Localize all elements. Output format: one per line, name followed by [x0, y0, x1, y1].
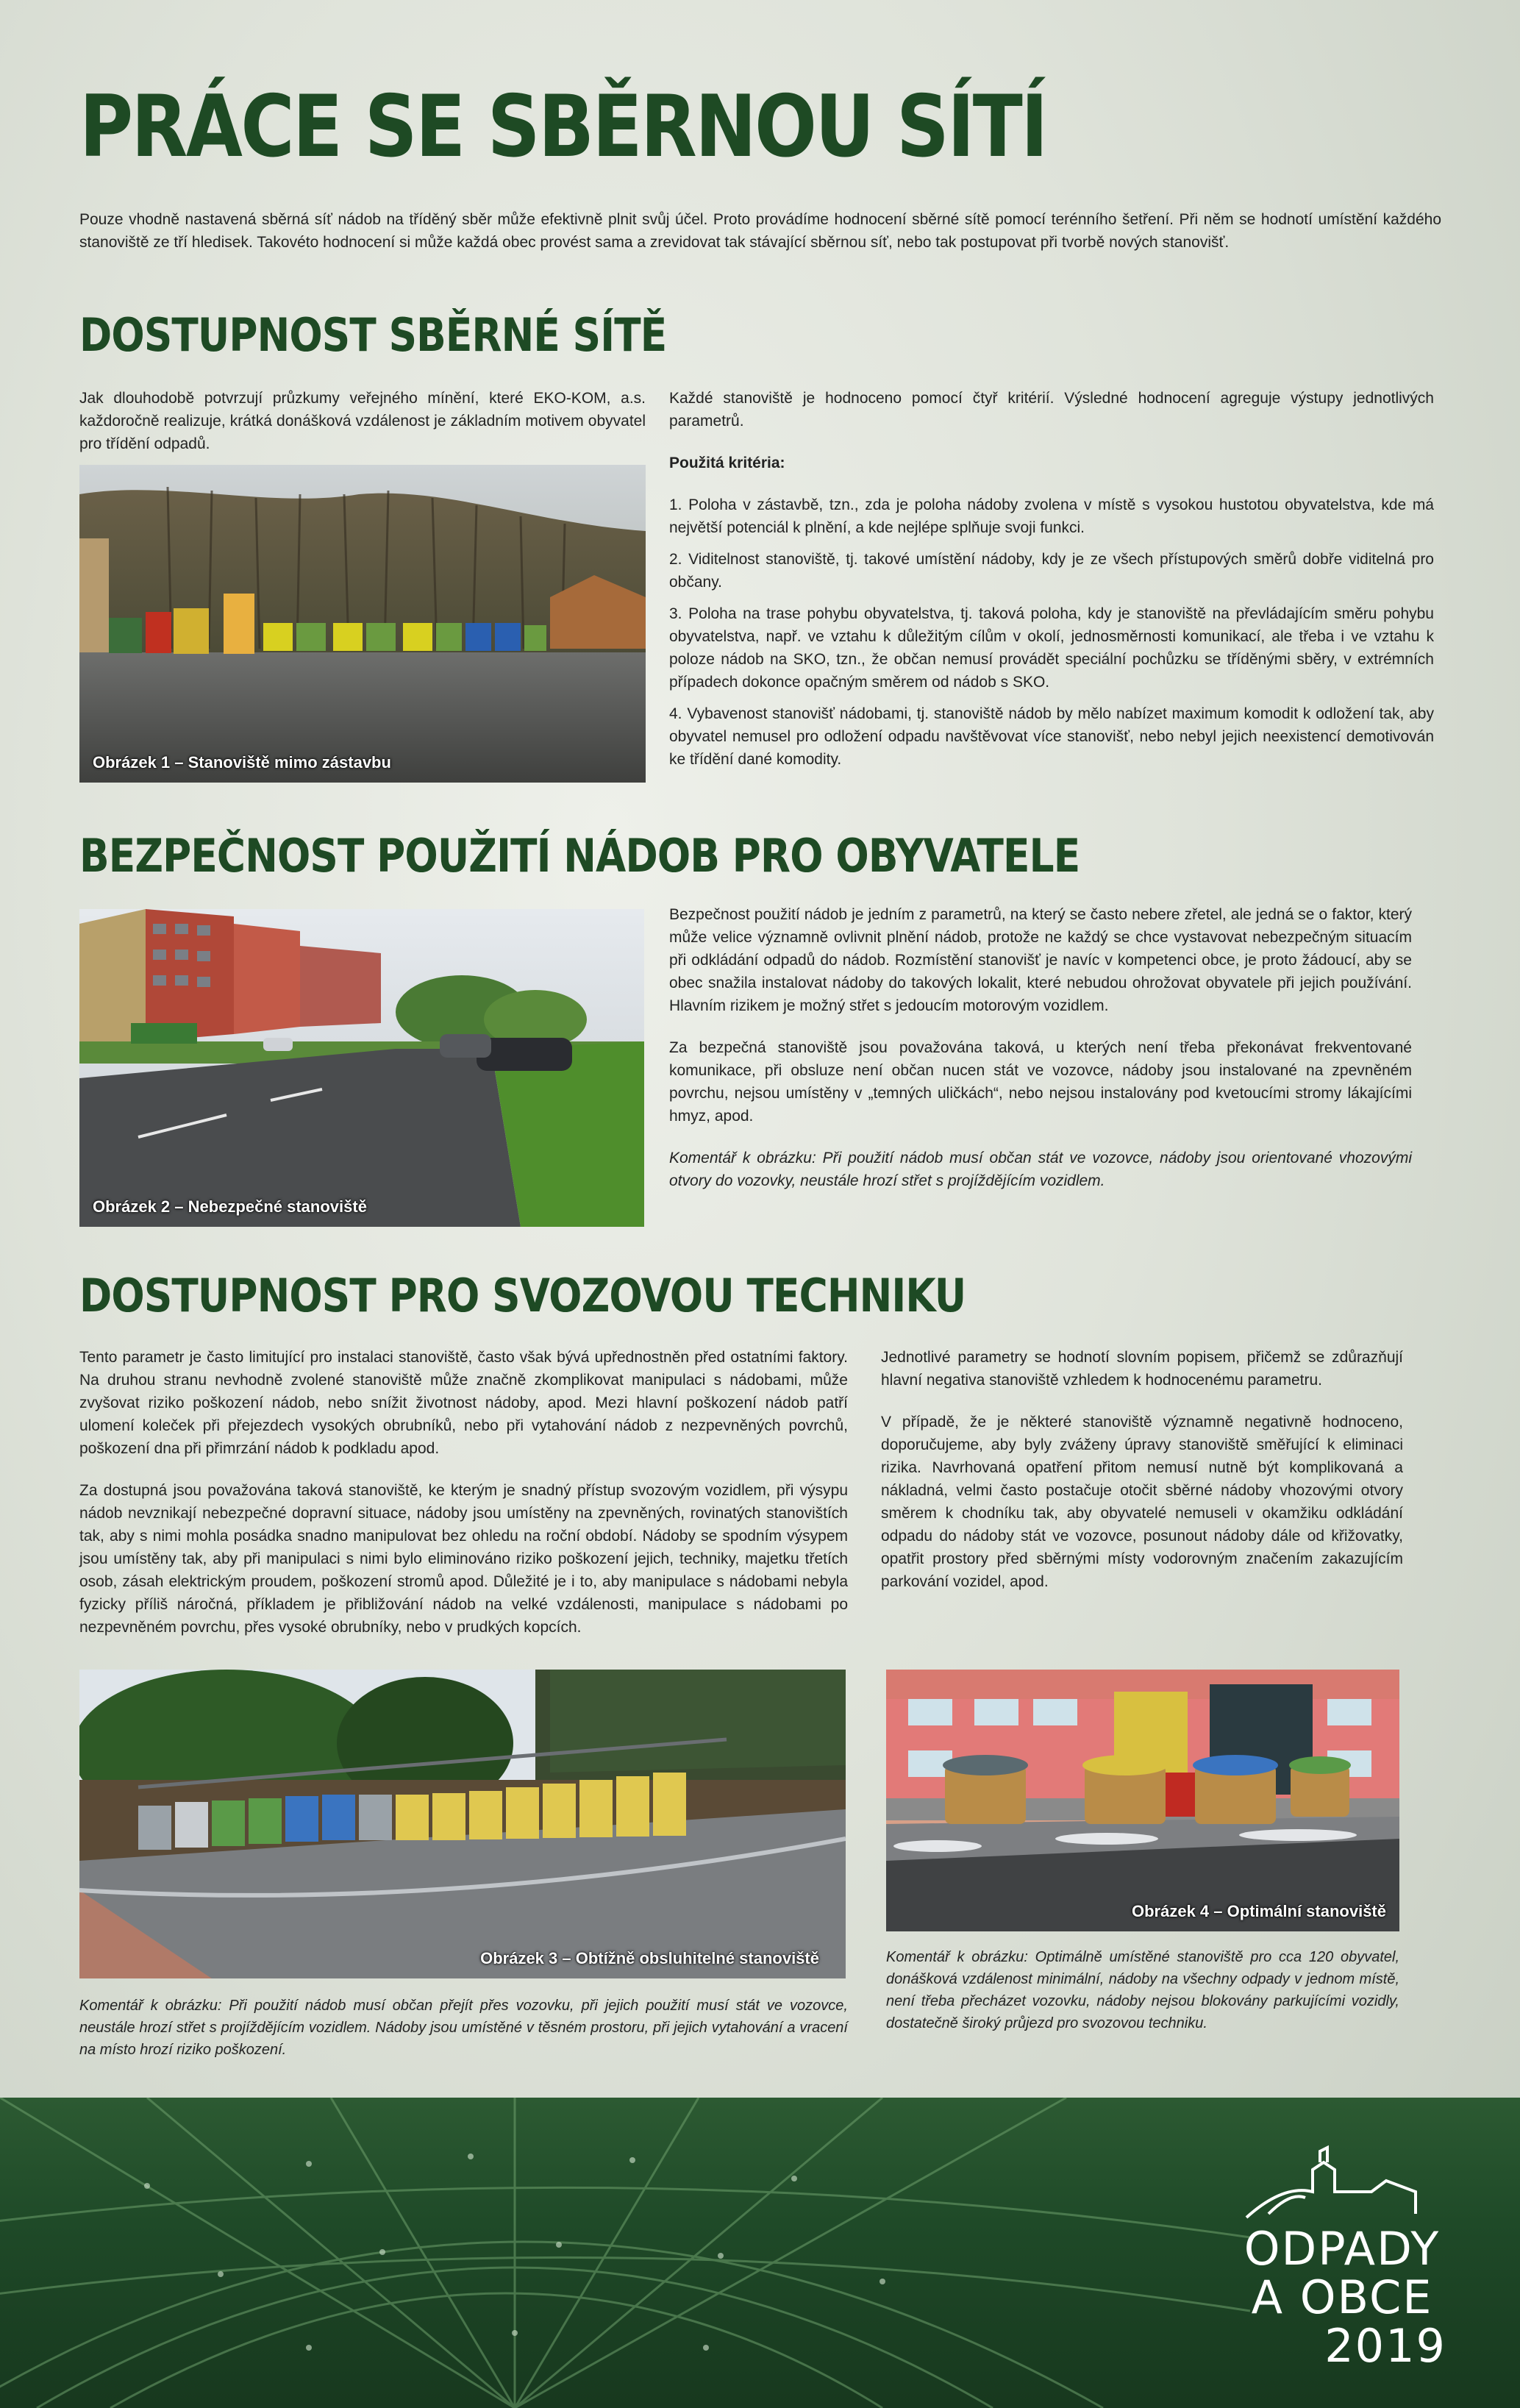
- logo-year: 2019: [1324, 2319, 1446, 2373]
- section1-right-column: [669, 387, 1434, 790]
- event-logo: [1224, 2140, 1460, 2390]
- page-title: PRÁCE SE SBĚRNOU SÍTÍ: [79, 77, 1046, 177]
- logo-line-2: A OBCE: [1251, 2270, 1433, 2324]
- photo-2-caption: Obrázek 2 – Nebezpečné stanoviště: [93, 1197, 367, 1216]
- photo-3: [79, 1670, 846, 1978]
- criterion-1: 1. Poloha v zástavbě, tzn., zda je poloha nádoby zvolena v místě s vysokou hustotou obyvatelstva, kde má největší potenciál k plnění, a kde nejlépe splňuje svoji funkci.: [669, 496, 1434, 536]
- section2-heading: BEZPEČNOST POUŽITÍ NÁDOB PRO OBYVATELE: [79, 829, 1080, 883]
- section3-right-paragraph-1: Jednotlivé parametry se hodnotí slovním popisem, přičemž se zdůrazňují hlavní negativa stanoviště vzhledem k hodnocenému parametru.: [881, 1349, 1403, 1389]
- criterion-3: 3. Poloha na trase pohybu obyvatelstva, tj. taková poloha, kdy je stanoviště na převládajícím směru pohybu obyvatelstva, např. ve vztahu k důležitým cílům v okolí, jednosměrnosti komunikací, ale třeba i ve vztahu k poloze nádob na SKO, tzn., že občan nemusí provádět speciální pochůzku se tříděnými sběry, v extrémních případech dokonce opačným směrem od nádob s SKO.: [669, 605, 1434, 691]
- photo-1-caption: Obrázek 1 – Stanoviště mimo zástavbu: [93, 753, 391, 772]
- section2-photo-comment: Komentář k obrázku: Při použití nádob musí občan stát ve vozovce, nádoby jsou orientované vhozovými otvory do vozovky, neustále hrozí střet s projíždějícím vozidlem.: [669, 1150, 1412, 1189]
- photo-1: [79, 465, 646, 783]
- section1-left-text: Jak dlouhodobě potvrzují průzkumy veřejného mínění, které EKO-KOM, a.s. každoročně realizuje, krátká donášková vzdálenost je základním motivem obyvatel pro třídění odpadů.: [79, 390, 646, 452]
- section3-heading: DOSTUPNOST PRO SVOZOVOU TECHNIKU: [79, 1269, 966, 1322]
- photo-3-caption: Obrázek 3 – Obtížně obsluhitelné stanoviště: [480, 1949, 819, 1967]
- section2-paragraph-2: Za bezpečná stanoviště jsou považována taková, u kterých není třeba překonávat frekventované komunikace, při obsluze není občan nucen stát ve vozovce, nádoby jsou instalované na zpevněném povrchu, nejsou umístěny v „temných uličkách“, nebo nejsou instalovány pod kvetoucími stromy lákajícími hmyz, apod.: [669, 1039, 1412, 1125]
- photo-4: [886, 1670, 1399, 1931]
- section3-right-column: [881, 1346, 1403, 1612]
- section1-heading: DOSTUPNOST SBĚRNÉ SÍTĚ: [79, 308, 667, 362]
- section3-left-paragraph-2: Za dostupná jsou považována taková stanoviště, ke kterým je snadný přístup svozovým vozidlem, při výsypu nádob nevznikají nebezpečné dopravní situace, nádoby jsou umístěny na zpevněných, rovinatých stanovištích tak, aby s nimi mohla posádka snadno manipulovat bez ohledu na roční období. Nádoby se spodním výsypem jsou umístěny tak, aby při manipulaci s nimi bylo eliminováno riziko poškození jejich, techniky, majetku třetích osob, zásah elektrickým proudem, poškození stromů apod. Důležité je i to, aby manipulace s nádobami nebyla fyzicky příliš náročná, příkladem je přibližování nádob na velké vzdálenosti, manipulace s nádobami po nezpevněném povrchu, přes vysoké obrubníky, nebo v prudkých kopcích.: [79, 1482, 848, 1636]
- section3-left-column: [79, 1346, 848, 1658]
- criteria-intro: Každé stanoviště je hodnoceno pomocí čtyř kritérií. Výsledné hodnocení agreguje výstupy jednotlivých parametrů.: [669, 390, 1434, 430]
- castle-icon: [1224, 2140, 1460, 2221]
- photo-3-comment: Komentář k obrázku: Při použití nádob musí občan přejít přes vozovku, při jejich použití musí stát ve vozovce, neustále hrozí střet s projíždějícím vozidlem. Nádoby jsou umístěné v těsném prostoru, při jejich vytahování a vracení na místo hrozí riziko poškození.: [79, 1998, 848, 2058]
- photo-4-comment: Komentář k obrázku: Optimálně umístěné stanoviště pro cca 120 obyvatel, donášková vzdálenost minimální, nádoby na všechny odpady v jednom místě, není třeba přecházet vozovku, nádoby nejsou blokovány parkujícími vozidly, dostatečně široký průjezd pro svozovou techniku.: [886, 1949, 1399, 2031]
- footer-banner: [0, 2098, 1520, 2408]
- logo-line-1: ODPADY: [1244, 2222, 1441, 2276]
- criteria-title: Použitá kritéria:: [669, 455, 785, 471]
- photo-2: [79, 909, 644, 1227]
- criterion-2: 2. Viditelnost stanoviště, tj. takové umístění nádoby, kdy je ze všech přístupových směrů dobře viditelná pro občany.: [669, 551, 1434, 591]
- criterion-4: 4. Vybavenost stanovišť nádobami, tj. stanoviště nádob by mělo nabízet maximum komodit k odložení tak, aby obyvatel nemusel pro odložení odpadu navštěvovat více stanovišť, nebo nebyl jejich neexistencí demotivován ke třídění dané komodity.: [669, 705, 1434, 768]
- intro-text: Pouze vhodně nastavená sběrná síť nádob na tříděný sběr může efektivně plnit svůj účel. Proto provádíme hodnocení sběrné sítě pomocí terénního šetření. Při něm se hodnotí umístění každého stanoviště ze tří hledisek. Takovéto hodnocení si může každá obec provést sama a zrevidovat tak stávající sběrnou síť, nebo tak postupovat při tvorbě nových stanovišť.: [79, 211, 1441, 251]
- section2-paragraph-1: Bezpečnost použití nádob je jedním z parametrů, na který se často nebere zřetel, ale jedná se o faktor, který může velice významně ovlivnit plnění nádob, protože ne každý se chce vystavovat nebezpečným situacím při odkládání odpadů do nádob. Rozmístění stanovišť je navíc v kompetenci obce, je proto žádoucí, aby se obec snažila instalovat nádoby do takových lokalit, které nebudou ohrožovat obyvatele při jejich používání. Hlavním rizikem je možný střet s jedoucím motorovým vozidlem.: [669, 906, 1412, 1014]
- photo-4-caption: Obrázek 4 – Optimální stanoviště: [1131, 1902, 1386, 1920]
- section3-right-paragraph-2: V případě, že je některé stanoviště významně negativně hodnoceno, doporučujeme, aby byly zváženy úpravy stanoviště směřující k eliminaci rizika. Navrhovaná opatření přitom nemusí nutně být komplikovaná a nákladná, velmi často postačuje otočit sběrné nádoby vhozovými otvory směrem k chodníku tak, aby obyvatelé nemuseli v okamžiku odkládání odpadu do nádoby stát ve vozovce, posunout nádoby dále od křižovatky, opatřit prostory před sběrnými místy vodorovným značením zakazujícím parkování vozidel, apod.: [881, 1414, 1403, 1590]
- section3-left-paragraph-1: Tento parametr je často limitující pro instalaci stanoviště, často však bývá upřednostněn před ostatními faktory. Na druhou stranu nevhodně zvolené stanoviště může značně zkomplikovat manipulaci s nádobami, může zvyšovat riziko poškození nádob, nebo snížit životnost nádoby, apod. Mezi hlavní poškození nádob patří ulomení koleček při přejezdech vysokých obrubníků, nebo při vytahování nádob z nezpevněných povrchů, poškození dna při přimrzání nádob k podkladu apod.: [79, 1349, 848, 1457]
- section2-right-column: [669, 903, 1412, 1211]
